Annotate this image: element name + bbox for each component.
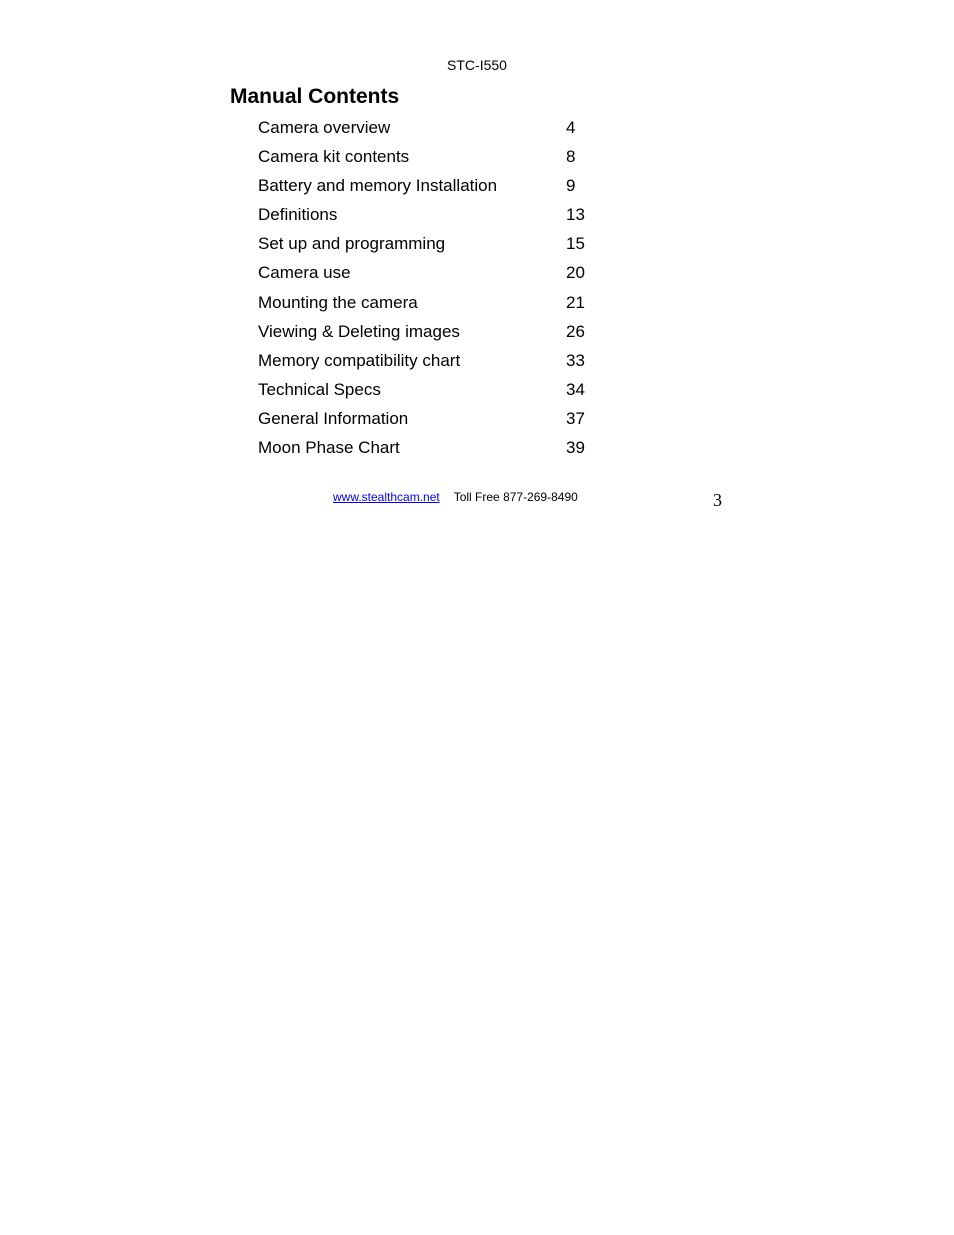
toc-item-page: 21 bbox=[566, 292, 585, 312]
toc-item-label: Mounting the camera bbox=[258, 292, 418, 312]
toc-item-page: 37 bbox=[566, 408, 585, 428]
toc-title: Manual Contents bbox=[230, 85, 400, 108]
toc-item-page: 9 bbox=[566, 176, 576, 196]
toc-item-page: 20 bbox=[566, 263, 585, 283]
toc-item-label: Viewing & Deleting images bbox=[258, 321, 460, 341]
toc-item-page: 8 bbox=[566, 147, 576, 167]
toll-free-phone: Toll Free 877-269-8490 bbox=[453, 490, 578, 504]
toc-item-label: Set up and programming bbox=[258, 234, 446, 254]
toc-item-label: Battery and memory Installation bbox=[258, 176, 498, 196]
toc-item bbox=[258, 174, 658, 203]
model-header: STC-I550 bbox=[447, 57, 507, 73]
toc-item bbox=[258, 291, 658, 320]
toc-item-page: 39 bbox=[566, 438, 585, 458]
toc-item bbox=[258, 378, 658, 407]
toc-item bbox=[258, 349, 658, 378]
website-link[interactable]: www.stealthcam.net bbox=[333, 490, 440, 504]
toc-item-label: Technical Specs bbox=[258, 379, 381, 399]
toc-item bbox=[258, 232, 658, 261]
toc-item-label: Moon Phase Chart bbox=[258, 438, 400, 458]
toc-item-label: Camera use bbox=[258, 263, 351, 283]
toc-item bbox=[258, 436, 658, 465]
toc-item-page: 34 bbox=[566, 379, 585, 399]
toc-item-label: Definitions bbox=[258, 205, 338, 225]
toc-item bbox=[258, 261, 658, 290]
toc-item-label: Memory compatibility chart bbox=[258, 350, 461, 370]
toc-item-page: 13 bbox=[566, 205, 585, 225]
toc-item-label: General Information bbox=[258, 408, 409, 428]
page-footer bbox=[333, 489, 578, 505]
toc-item-page: 26 bbox=[566, 321, 585, 341]
toc-list bbox=[258, 116, 658, 465]
toc-item-page: 15 bbox=[566, 234, 585, 254]
toc-item bbox=[258, 116, 658, 145]
page-number: 3 bbox=[713, 490, 722, 510]
toc-item bbox=[258, 407, 658, 436]
toc-item bbox=[258, 145, 658, 174]
toc-item-label: Camera kit contents bbox=[258, 147, 410, 167]
toc-item-page: 33 bbox=[566, 350, 585, 370]
toc-item bbox=[258, 203, 658, 232]
toc-item-label: Camera overview bbox=[258, 118, 391, 137]
toc-item-page: 4 bbox=[566, 118, 576, 137]
toc-item bbox=[258, 320, 658, 349]
